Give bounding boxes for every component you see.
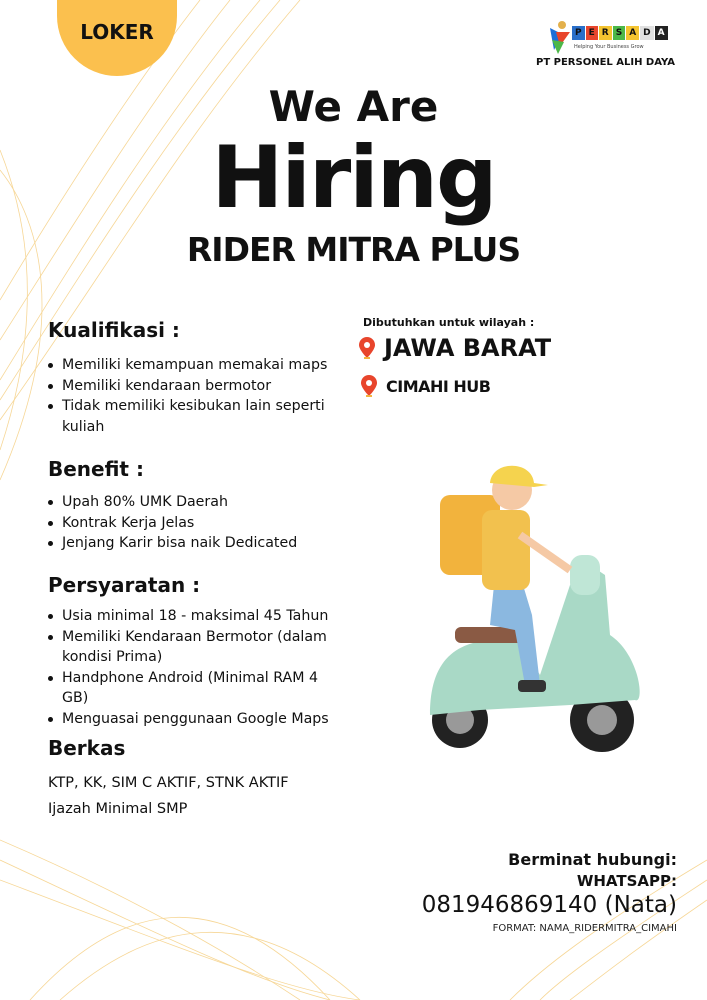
contact-channel: WHATSAPP: (576, 872, 677, 890)
list-item: Menguasai penggunaan Google Maps (46, 709, 346, 730)
region-hub: CIMAHI HUB (386, 377, 491, 396)
scooter-rider-illustration (420, 455, 650, 765)
berkas-line: KTP, KK, SIM C AKTIF, STNK AKTIF (48, 775, 289, 791)
location-pin-icon (359, 337, 375, 359)
benefit-list (46, 492, 346, 554)
berkas-heading: Berkas (48, 736, 126, 760)
list-item: Memiliki kemampuan memakai maps (46, 355, 346, 376)
title-we-are: We Are (268, 82, 439, 131)
contact-phone[interactable]: 081946869140 (Nata) (421, 892, 677, 918)
list-item: Jenjang Karir bisa naik Dedicated (46, 533, 346, 554)
logo-mark-icon (548, 20, 572, 54)
region-label: Dibutuhkan untuk wilayah : (363, 316, 535, 329)
berkas-text (48, 770, 289, 822)
logo-tagline: Helping Your Business Grow (574, 44, 644, 50)
badge-text: LOKER (80, 20, 154, 44)
contact-label: Berminat hubungi: (508, 850, 677, 869)
kualifikasi-list (46, 355, 346, 437)
location-pin-icon (361, 375, 377, 397)
list-item: Memiliki Kendaraan Bermotor (dalam kondisi Prima) (46, 627, 346, 668)
berkas-line: Ijazah Minimal SMP (48, 801, 188, 817)
contact-format: FORMAT: NAMA_RIDERMITRA_CIMAHI (492, 923, 677, 934)
position-title: RIDER MITRA PLUS (186, 230, 521, 269)
list-item: Usia minimal 18 - maksimal 45 Tahun (46, 606, 346, 627)
list-item: Kontrak Kerja Jelas (46, 513, 346, 534)
list-item: Upah 80% UMK Daerah (46, 492, 346, 513)
kualifikasi-heading: Kualifikasi : (48, 318, 180, 342)
benefit-heading: Benefit : (48, 457, 144, 481)
list-item: Memiliki kendaraan bermotor (46, 376, 346, 397)
list-item: Tidak memiliki kesibukan lain seperti kuliah (46, 396, 346, 437)
company-logo (548, 20, 688, 58)
list-item: Handphone Android (Minimal RAM 4 GB) (46, 668, 346, 709)
company-name: PT PERSONEL ALIH DAYA (536, 57, 676, 68)
persyaratan-heading: Persyaratan : (48, 573, 201, 597)
title-hiring: Hiring (211, 128, 496, 228)
persyaratan-list (46, 606, 346, 729)
region-province: JAWA BARAT (384, 334, 552, 362)
logo-brand: P E R S A D A (572, 26, 668, 40)
